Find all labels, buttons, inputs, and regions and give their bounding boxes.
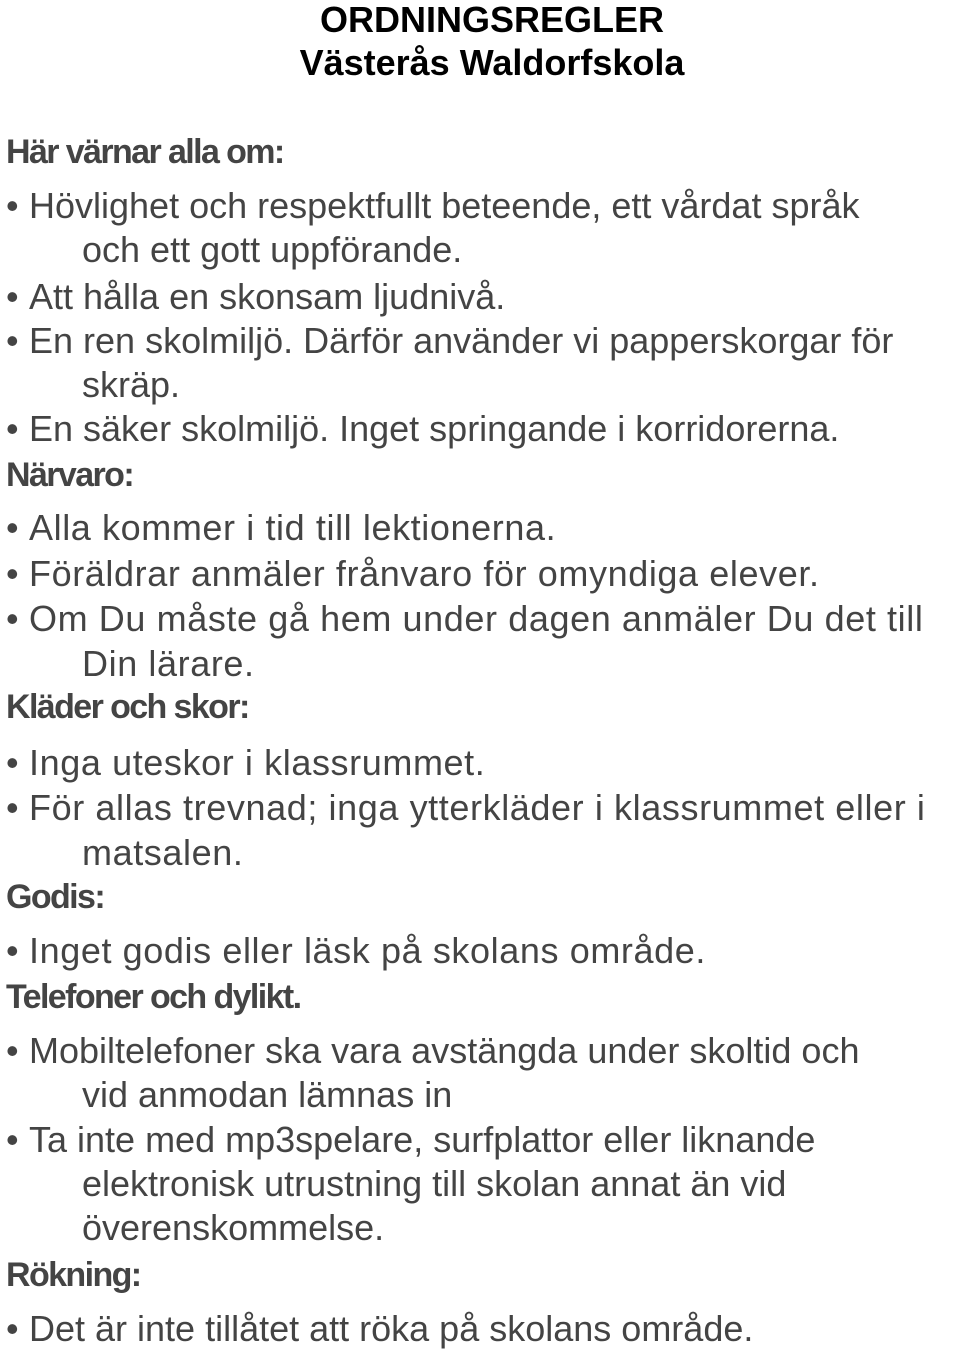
list-item-text: Föräldrar anmäler frånvaro för omyndiga elever.	[29, 553, 820, 594]
list-item-text: skräp.	[82, 364, 181, 405]
bullet-icon: •	[6, 1030, 19, 1071]
bullet-icon: •	[6, 320, 19, 361]
list-item-text: Att hålla en skonsam ljudnivå.	[29, 276, 506, 317]
list-item-text: Mobiltelefoner ska vara avstängda under skoltid och	[29, 1030, 860, 1071]
list-item-text: elektronisk utrustning till skolan annat än vid	[82, 1163, 787, 1204]
section-heading-smoking: Rökning:	[6, 1256, 141, 1294]
list-item-text: överenskommelse.	[82, 1207, 385, 1248]
document-title: ORDNINGSREGLER	[319, 0, 665, 40]
bullet-icon: •	[6, 1308, 19, 1349]
list-item-text: Din lärare.	[82, 643, 255, 684]
section-heading-candy: Godis:	[6, 878, 105, 916]
list-item-text: En ren skolmiljö. Därför använder vi papperskorgar för	[29, 320, 894, 361]
bullet-icon: •	[6, 930, 19, 971]
list-item-text: För allas trevnad; inga ytterkläder i klassrummet eller i	[29, 787, 926, 828]
bullet-icon: •	[6, 1119, 19, 1160]
list-item-text: Ta inte med mp3spelare, surfplattor eller liknande	[29, 1119, 816, 1160]
list-item-text: Alla kommer i tid till lektionerna.	[29, 507, 557, 548]
list-item-text: Inget godis eller läsk på skolans område.	[29, 930, 706, 971]
list-item-text: Inga uteskor i klassrummet.	[29, 742, 486, 783]
section-heading-courtesy: Här värnar alla om:	[6, 133, 284, 171]
bullet-icon: •	[6, 185, 19, 226]
list-item-text: och ett gott uppförande.	[82, 229, 463, 270]
list-item-text: Hövlighet och respektfullt beteende, ett vårdat språk	[29, 185, 860, 226]
section-heading-clothing: Kläder och skor:	[6, 688, 249, 726]
list-item-text: matsalen.	[82, 832, 244, 873]
bullet-icon: •	[6, 507, 19, 548]
list-item-text: Det är inte tillåtet att röka på skolans område.	[29, 1308, 754, 1349]
section-heading-phones: Telefoner och dylikt.	[6, 978, 301, 1016]
list-item-text: Om Du måste gå hem under dagen anmäler Du det till	[29, 598, 924, 639]
bullet-icon: •	[6, 787, 19, 828]
bullet-icon: •	[6, 598, 19, 639]
bullet-icon: •	[6, 276, 19, 317]
document-subtitle: Västerås Waldorfskola	[299, 42, 685, 83]
list-item-text: vid anmodan lämnas in	[82, 1074, 453, 1115]
section-heading-attendance: Närvaro:	[6, 456, 134, 494]
bullet-icon: •	[6, 742, 19, 783]
bullet-icon: •	[6, 553, 19, 594]
bullet-icon: •	[6, 408, 19, 449]
list-item-text: En säker skolmiljö. Inget springande i korridorerna.	[29, 408, 840, 449]
